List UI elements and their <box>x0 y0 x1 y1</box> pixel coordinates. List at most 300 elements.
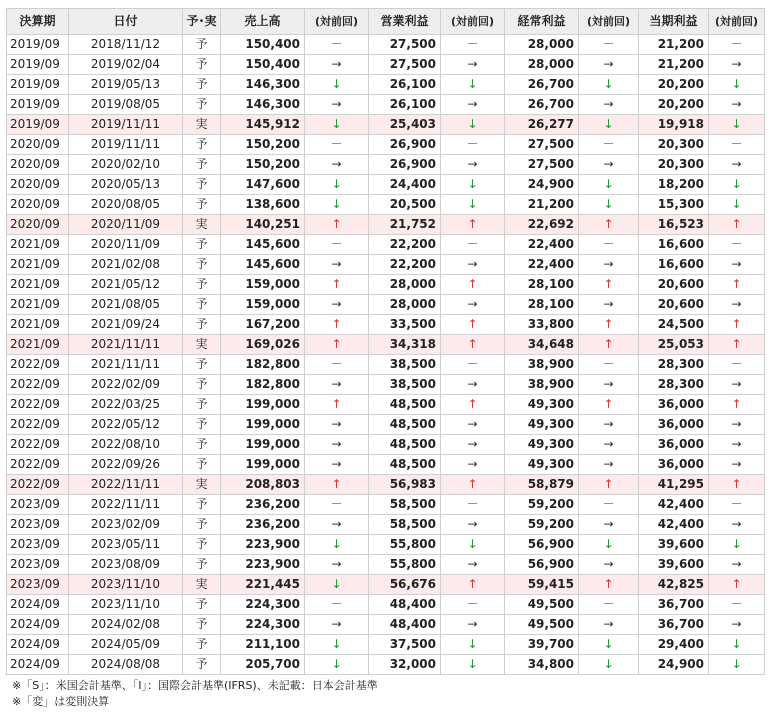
cell-sales-change <box>305 95 369 115</box>
arrow-down-icon: ↓ <box>603 537 614 551</box>
cell-operating-change <box>441 615 505 635</box>
cell-fiscal-period: 2022/09 <box>7 455 69 475</box>
arrow-up-icon: ↑ <box>467 477 478 491</box>
dash-icon: － <box>602 597 615 611</box>
cell-forecast-actual: 予 <box>183 555 221 575</box>
cell-ordinary-profit: 56,900 <box>505 555 579 575</box>
cell-forecast-actual: 予 <box>183 375 221 395</box>
arrow-right-icon: → <box>731 437 742 451</box>
cell-operating-change <box>441 375 505 395</box>
table-row <box>7 555 765 575</box>
cell-forecast-actual: 予 <box>183 595 221 615</box>
cell-ordinary-profit: 22,692 <box>505 215 579 235</box>
cell-forecast-actual: 予 <box>183 55 221 75</box>
cell-ordinary-profit: 27,500 <box>505 135 579 155</box>
cell-operating-change <box>441 515 505 535</box>
arrow-right-icon: → <box>603 257 614 271</box>
arrow-right-icon: → <box>603 57 614 71</box>
arrow-down-icon: ↓ <box>731 637 742 651</box>
arrow-up-icon: ↑ <box>603 477 614 491</box>
arrow-right-icon: → <box>331 97 342 111</box>
arrow-right-icon: → <box>731 517 742 531</box>
cell-net-change <box>709 595 765 615</box>
cell-date: 2019/08/05 <box>69 95 183 115</box>
cell-net-profit: 36,000 <box>639 395 709 415</box>
cell-ordinary-change <box>579 655 639 675</box>
cell-sales: 145,912 <box>221 115 305 135</box>
cell-operating-change <box>441 35 505 55</box>
cell-sales-change <box>305 75 369 95</box>
cell-operating-profit: 37,500 <box>369 635 441 655</box>
arrow-down-icon: ↓ <box>331 77 342 91</box>
cell-forecast-actual: 予 <box>183 435 221 455</box>
cell-sales-change <box>305 175 369 195</box>
arrow-down-icon: ↓ <box>467 197 478 211</box>
cell-ordinary-profit: 59,200 <box>505 515 579 535</box>
cell-ordinary-profit: 21,200 <box>505 195 579 215</box>
arrow-right-icon: → <box>731 157 742 171</box>
cell-net-change <box>709 635 765 655</box>
cell-fiscal-period: 2022/09 <box>7 415 69 435</box>
cell-net-change <box>709 435 765 455</box>
cell-forecast-actual: 予 <box>183 655 221 675</box>
cell-forecast-actual: 予 <box>183 355 221 375</box>
table-row <box>7 355 765 375</box>
arrow-right-icon: → <box>331 457 342 471</box>
cell-sales: 224,300 <box>221 595 305 615</box>
cell-operating-profit: 26,900 <box>369 155 441 175</box>
dash-icon: － <box>602 357 615 371</box>
cell-date: 2018/11/12 <box>69 35 183 55</box>
arrow-up-icon: ↑ <box>731 477 742 491</box>
arrow-right-icon: → <box>331 57 342 71</box>
cell-operating-change <box>441 155 505 175</box>
cell-operating-profit: 55,800 <box>369 535 441 555</box>
arrow-right-icon: → <box>603 157 614 171</box>
arrow-down-icon: ↓ <box>603 197 614 211</box>
table-row <box>7 255 765 275</box>
cell-net-change <box>709 415 765 435</box>
dash-icon: － <box>730 137 743 151</box>
arrow-up-icon: ↑ <box>731 217 742 231</box>
arrow-up-icon: ↑ <box>731 277 742 291</box>
cell-date: 2023/05/11 <box>69 535 183 555</box>
cell-date: 2023/02/09 <box>69 515 183 535</box>
cell-ordinary-change <box>579 75 639 95</box>
cell-net-change <box>709 335 765 355</box>
cell-operating-profit: 48,500 <box>369 455 441 475</box>
earnings-forecast-table-wrapper <box>6 8 764 675</box>
cell-net-profit: 24,900 <box>639 655 709 675</box>
arrow-right-icon: → <box>331 437 342 451</box>
arrow-right-icon: → <box>603 457 614 471</box>
arrow-down-icon: ↓ <box>331 637 342 651</box>
table-row <box>7 375 765 395</box>
cell-operating-change <box>441 635 505 655</box>
table-row <box>7 475 765 495</box>
cell-sales-change <box>305 355 369 375</box>
arrow-right-icon: → <box>331 157 342 171</box>
arrow-right-icon: → <box>603 417 614 431</box>
cell-ordinary-profit: 28,000 <box>505 35 579 55</box>
arrow-right-icon: → <box>731 297 742 311</box>
cell-ordinary-change <box>579 535 639 555</box>
cell-sales: 159,000 <box>221 275 305 295</box>
cell-sales-change <box>305 255 369 275</box>
cell-net-profit: 36,700 <box>639 595 709 615</box>
cell-net-profit: 39,600 <box>639 555 709 575</box>
cell-net-profit: 42,400 <box>639 515 709 535</box>
cell-forecast-actual: 予 <box>183 135 221 155</box>
arrow-up-icon: ↑ <box>467 577 478 591</box>
cell-operating-change <box>441 455 505 475</box>
arrow-down-icon: ↓ <box>467 177 478 191</box>
arrow-right-icon: → <box>467 97 478 111</box>
arrow-right-icon: → <box>603 97 614 111</box>
cell-sales-change <box>305 275 369 295</box>
arrow-down-icon: ↓ <box>467 77 478 91</box>
cell-net-profit: 42,825 <box>639 575 709 595</box>
cell-net-profit: 16,523 <box>639 215 709 235</box>
cell-ordinary-profit: 38,900 <box>505 355 579 375</box>
header-sales-change: (対前回) <box>305 9 369 35</box>
arrow-down-icon: ↓ <box>331 117 342 131</box>
arrow-up-icon: ↑ <box>467 317 478 331</box>
cell-forecast-actual: 予 <box>183 495 221 515</box>
table-row <box>7 395 765 415</box>
cell-net-change <box>709 115 765 135</box>
cell-net-change <box>709 355 765 375</box>
cell-net-profit: 16,600 <box>639 255 709 275</box>
arrow-down-icon: ↓ <box>731 177 742 191</box>
cell-operating-profit: 27,500 <box>369 35 441 55</box>
cell-fiscal-period: 2023/09 <box>7 495 69 515</box>
cell-net-change <box>709 275 765 295</box>
cell-fiscal-period: 2019/09 <box>7 75 69 95</box>
cell-fiscal-period: 2022/09 <box>7 395 69 415</box>
arrow-up-icon: ↑ <box>331 317 342 331</box>
cell-sales-change <box>305 455 369 475</box>
cell-date: 2022/11/11 <box>69 495 183 515</box>
dash-icon: － <box>466 137 479 151</box>
cell-operating-profit: 26,900 <box>369 135 441 155</box>
dash-icon: － <box>730 497 743 511</box>
cell-operating-change <box>441 555 505 575</box>
cell-date: 2024/02/08 <box>69 615 183 635</box>
cell-net-profit: 41,295 <box>639 475 709 495</box>
cell-operating-profit: 28,000 <box>369 295 441 315</box>
cell-fiscal-period: 2024/09 <box>7 635 69 655</box>
cell-operating-profit: 56,676 <box>369 575 441 595</box>
cell-operating-change <box>441 295 505 315</box>
table-row <box>7 315 765 335</box>
cell-operating-profit: 33,500 <box>369 315 441 335</box>
arrow-right-icon: → <box>331 417 342 431</box>
dash-icon: － <box>466 37 479 51</box>
arrow-right-icon: → <box>603 297 614 311</box>
arrow-up-icon: ↑ <box>603 317 614 331</box>
table-row <box>7 35 765 55</box>
dash-icon: － <box>730 237 743 251</box>
arrow-up-icon: ↑ <box>603 577 614 591</box>
arrow-down-icon: ↓ <box>603 637 614 651</box>
arrow-down-icon: ↓ <box>467 637 478 651</box>
cell-net-change <box>709 75 765 95</box>
cell-operating-profit: 56,983 <box>369 475 441 495</box>
cell-sales: 147,600 <box>221 175 305 195</box>
cell-sales: 205,700 <box>221 655 305 675</box>
cell-forecast-actual: 予 <box>183 315 221 335</box>
arrow-right-icon: → <box>467 157 478 171</box>
cell-sales-change <box>305 295 369 315</box>
cell-fiscal-period: 2019/09 <box>7 95 69 115</box>
cell-fiscal-period: 2021/09 <box>7 255 69 275</box>
table-row <box>7 655 765 675</box>
cell-ordinary-change <box>579 115 639 135</box>
dash-icon: － <box>330 357 343 371</box>
arrow-right-icon: → <box>731 457 742 471</box>
arrow-up-icon: ↑ <box>731 317 742 331</box>
cell-operating-profit: 21,752 <box>369 215 441 235</box>
arrow-right-icon: → <box>603 377 614 391</box>
cell-sales: 169,026 <box>221 335 305 355</box>
table-row <box>7 135 765 155</box>
cell-sales: 146,300 <box>221 75 305 95</box>
cell-operating-change <box>441 415 505 435</box>
cell-fiscal-period: 2021/09 <box>7 295 69 315</box>
cell-sales: 208,803 <box>221 475 305 495</box>
cell-fiscal-period: 2020/09 <box>7 155 69 175</box>
cell-forecast-actual: 予 <box>183 175 221 195</box>
cell-sales-change <box>305 235 369 255</box>
table-row <box>7 115 765 135</box>
cell-net-change <box>709 515 765 535</box>
cell-sales-change <box>305 215 369 235</box>
cell-net-profit: 36,700 <box>639 615 709 635</box>
table-header-row <box>7 9 765 35</box>
arrow-right-icon: → <box>331 617 342 631</box>
cell-forecast-actual: 予 <box>183 195 221 215</box>
cell-ordinary-profit: 28,100 <box>505 275 579 295</box>
cell-operating-profit: 48,500 <box>369 435 441 455</box>
dash-icon: － <box>730 357 743 371</box>
cell-operating-profit: 26,100 <box>369 75 441 95</box>
cell-ordinary-profit: 59,200 <box>505 495 579 515</box>
cell-ordinary-profit: 26,277 <box>505 115 579 135</box>
cell-ordinary-change <box>579 335 639 355</box>
header-net-profit: 当期利益 <box>639 9 709 35</box>
cell-fiscal-period: 2019/09 <box>7 115 69 135</box>
cell-forecast-actual: 予 <box>183 615 221 635</box>
arrow-up-icon: ↑ <box>603 337 614 351</box>
cell-net-change <box>709 55 765 75</box>
cell-net-profit: 20,200 <box>639 75 709 95</box>
cell-date: 2022/03/25 <box>69 395 183 415</box>
cell-net-profit: 18,200 <box>639 175 709 195</box>
cell-operating-change <box>441 55 505 75</box>
cell-operating-change <box>441 175 505 195</box>
header-ordinary-profit: 経常利益 <box>505 9 579 35</box>
cell-sales-change <box>305 655 369 675</box>
cell-forecast-actual: 予 <box>183 275 221 295</box>
cell-net-profit: 36,000 <box>639 415 709 435</box>
table-row <box>7 615 765 635</box>
arrow-right-icon: → <box>467 457 478 471</box>
cell-net-change <box>709 495 765 515</box>
cell-forecast-actual: 実 <box>183 575 221 595</box>
cell-fiscal-period: 2024/09 <box>7 615 69 635</box>
cell-net-profit: 20,600 <box>639 275 709 295</box>
cell-operating-profit: 25,403 <box>369 115 441 135</box>
table-row <box>7 595 765 615</box>
table-row <box>7 335 765 355</box>
header-operating-change: (対前回) <box>441 9 505 35</box>
dash-icon: － <box>602 237 615 251</box>
cell-net-profit: 20,200 <box>639 95 709 115</box>
dash-icon: － <box>730 37 743 51</box>
dash-icon: － <box>602 137 615 151</box>
cell-ordinary-profit: 26,700 <box>505 95 579 115</box>
cell-sales: 150,200 <box>221 135 305 155</box>
cell-sales-change <box>305 35 369 55</box>
cell-ordinary-change <box>579 415 639 435</box>
arrow-down-icon: ↓ <box>467 657 478 671</box>
cell-sales-change <box>305 495 369 515</box>
arrow-right-icon: → <box>331 557 342 571</box>
cell-fiscal-period: 2024/09 <box>7 655 69 675</box>
cell-net-change <box>709 35 765 55</box>
header-date: 日付 <box>69 9 183 35</box>
dash-icon: － <box>330 597 343 611</box>
cell-sales: 199,000 <box>221 455 305 475</box>
cell-sales: 182,800 <box>221 375 305 395</box>
cell-date: 2022/02/09 <box>69 375 183 395</box>
arrow-down-icon: ↓ <box>331 657 342 671</box>
cell-net-profit: 36,000 <box>639 455 709 475</box>
cell-net-profit: 21,200 <box>639 55 709 75</box>
cell-sales: 236,200 <box>221 495 305 515</box>
cell-net-change <box>709 535 765 555</box>
arrow-up-icon: ↑ <box>731 397 742 411</box>
cell-date: 2023/11/10 <box>69 595 183 615</box>
arrow-down-icon: ↓ <box>603 117 614 131</box>
cell-ordinary-profit: 26,700 <box>505 75 579 95</box>
arrow-down-icon: ↓ <box>731 537 742 551</box>
cell-forecast-actual: 予 <box>183 155 221 175</box>
arrow-up-icon: ↑ <box>331 277 342 291</box>
dash-icon: － <box>602 497 615 511</box>
cell-operating-change <box>441 315 505 335</box>
footnote-accounting-standards: ※「S」：米国会計基準、「I」：国際会計基準(IFRS)、未記載：日本会計基準 <box>12 679 378 692</box>
cell-forecast-actual: 予 <box>183 95 221 115</box>
cell-net-change <box>709 475 765 495</box>
cell-operating-profit: 58,500 <box>369 515 441 535</box>
cell-operating-change <box>441 195 505 215</box>
cell-ordinary-profit: 27,500 <box>505 155 579 175</box>
table-row <box>7 635 765 655</box>
arrow-up-icon: ↑ <box>331 217 342 231</box>
cell-sales: 223,900 <box>221 555 305 575</box>
cell-ordinary-profit: 22,400 <box>505 255 579 275</box>
cell-ordinary-change <box>579 95 639 115</box>
cell-fiscal-period: 2022/09 <box>7 435 69 455</box>
cell-ordinary-profit: 34,648 <box>505 335 579 355</box>
cell-forecast-actual: 実 <box>183 475 221 495</box>
dash-icon: － <box>730 597 743 611</box>
cell-net-change <box>709 235 765 255</box>
header-net-change: (対前回) <box>709 9 765 35</box>
cell-net-profit: 24,500 <box>639 315 709 335</box>
table-body <box>7 35 765 675</box>
cell-ordinary-change <box>579 555 639 575</box>
arrow-up-icon: ↑ <box>603 277 614 291</box>
arrow-right-icon: → <box>467 257 478 271</box>
cell-forecast-actual: 予 <box>183 415 221 435</box>
cell-sales: 138,600 <box>221 195 305 215</box>
cell-forecast-actual: 予 <box>183 255 221 275</box>
cell-operating-change <box>441 75 505 95</box>
cell-net-change <box>709 575 765 595</box>
cell-ordinary-change <box>579 515 639 535</box>
cell-ordinary-profit: 59,415 <box>505 575 579 595</box>
cell-forecast-actual: 予 <box>183 635 221 655</box>
cell-fiscal-period: 2021/09 <box>7 315 69 335</box>
cell-fiscal-period: 2021/09 <box>7 335 69 355</box>
cell-ordinary-change <box>579 595 639 615</box>
cell-fiscal-period: 2022/09 <box>7 375 69 395</box>
cell-net-change <box>709 395 765 415</box>
cell-sales: 199,000 <box>221 395 305 415</box>
cell-sales-change <box>305 55 369 75</box>
cell-sales-change <box>305 155 369 175</box>
cell-net-profit: 39,600 <box>639 535 709 555</box>
cell-sales: 145,600 <box>221 255 305 275</box>
cell-operating-change <box>441 595 505 615</box>
table-row <box>7 415 765 435</box>
cell-ordinary-change <box>579 395 639 415</box>
cell-ordinary-profit: 49,300 <box>505 415 579 435</box>
arrow-up-icon: ↑ <box>331 337 342 351</box>
cell-ordinary-change <box>579 455 639 475</box>
arrow-right-icon: → <box>467 417 478 431</box>
cell-date: 2019/11/11 <box>69 135 183 155</box>
arrow-up-icon: ↑ <box>467 277 478 291</box>
cell-date: 2021/09/24 <box>69 315 183 335</box>
dash-icon: － <box>330 237 343 251</box>
cell-operating-change <box>441 115 505 135</box>
cell-ordinary-profit: 49,500 <box>505 615 579 635</box>
cell-ordinary-change <box>579 35 639 55</box>
dash-icon: － <box>466 497 479 511</box>
arrow-right-icon: → <box>731 557 742 571</box>
cell-operating-profit: 22,200 <box>369 235 441 255</box>
cell-operating-profit: 34,318 <box>369 335 441 355</box>
cell-net-change <box>709 655 765 675</box>
cell-operating-profit: 55,800 <box>369 555 441 575</box>
footnote-irregular-period: ※「変」は変則決算 <box>12 695 110 708</box>
arrow-down-icon: ↓ <box>467 117 478 131</box>
cell-ordinary-change <box>579 215 639 235</box>
cell-fiscal-period: 2020/09 <box>7 175 69 195</box>
cell-operating-profit: 28,000 <box>369 275 441 295</box>
cell-operating-profit: 48,400 <box>369 615 441 635</box>
arrow-right-icon: → <box>467 57 478 71</box>
cell-sales: 145,600 <box>221 235 305 255</box>
cell-fiscal-period: 2020/09 <box>7 195 69 215</box>
cell-sales: 236,200 <box>221 515 305 535</box>
table-row <box>7 515 765 535</box>
arrow-right-icon: → <box>467 377 478 391</box>
